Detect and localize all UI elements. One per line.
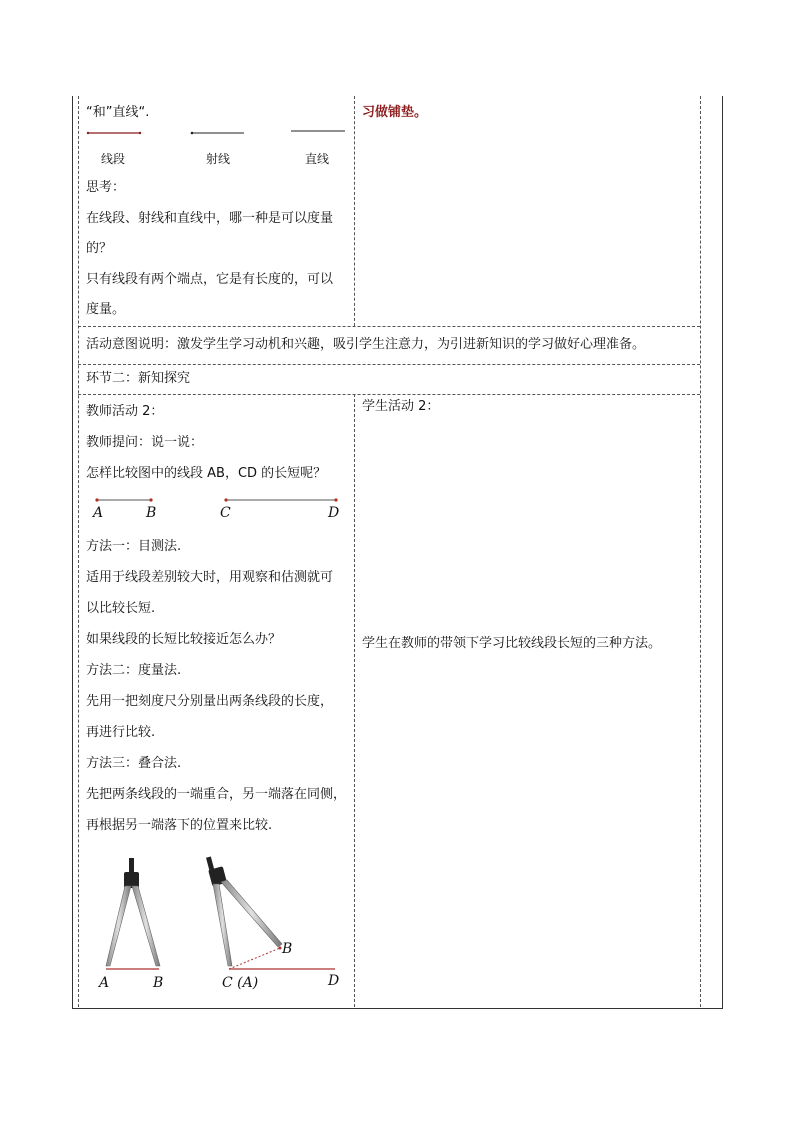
compass-label-b2: B bbox=[282, 941, 293, 957]
teacher-ask: 教师提问：说一说： bbox=[86, 435, 204, 450]
label-b: B bbox=[146, 505, 157, 521]
compass-right-icon bbox=[206, 856, 282, 966]
label-d: D bbox=[328, 505, 340, 521]
compass-label-d: D bbox=[328, 973, 340, 989]
text-line-he: “和”直线“. bbox=[86, 105, 150, 120]
note-text: 习做铺垫。 bbox=[362, 105, 428, 120]
method-3-desc-2: 再根据另一端落下的位置来比较. bbox=[86, 818, 273, 833]
section-title: 环节二：新知探究 bbox=[86, 371, 191, 386]
method-1-desc-1: 适用于线段差别较大时，用观察和估测就可 bbox=[86, 570, 334, 585]
label-line: 直线 bbox=[305, 152, 330, 166]
method-2-desc-1: 先用一把刻度尺分别量出两条线段的长度， bbox=[86, 694, 334, 709]
method-2-desc-2: 再进行比较. bbox=[86, 725, 156, 740]
teacher-question: 怎样比较图中的线段 AB，CD 的长短呢？ bbox=[86, 466, 327, 481]
compass-label-a: A bbox=[99, 975, 110, 991]
student-activity-text: 学生在教师的带领下学习比较线段长短的三种方法。 bbox=[362, 636, 662, 651]
compass-label-b: B bbox=[153, 975, 164, 991]
activity-intent: 活动意图说明：激发学生学习动机和兴趣，吸引学生注意力，为引进新知识的学习做好心理准备。 bbox=[86, 337, 646, 352]
method-3-title: 方法三：叠合法. bbox=[86, 756, 182, 771]
question-line-1: 在线段、射线和直线中，哪一种是可以度量 bbox=[86, 211, 334, 226]
compass-label-ca: C (A) bbox=[222, 975, 259, 991]
answer-line-2: 度量。 bbox=[86, 302, 126, 317]
compass-left-icon bbox=[106, 858, 160, 966]
label-ray: 射线 bbox=[206, 152, 231, 166]
method-1-title: 方法一：目测法. bbox=[86, 539, 182, 554]
dashed-arc-ab bbox=[229, 948, 280, 969]
question-line-2: 的？ bbox=[86, 241, 113, 256]
label-segment: 线段 bbox=[101, 152, 126, 166]
method-2-title: 方法二：度量法. bbox=[86, 663, 182, 678]
teacher-activity-title: 教师活动 2： bbox=[86, 404, 164, 419]
student-activity-title: 学生活动 2： bbox=[362, 399, 440, 414]
answer-line-1: 只有线段有两个端点，它是有长度的，可以 bbox=[86, 272, 334, 287]
method-1-desc-2: 以比较长短. bbox=[86, 601, 156, 616]
method-3-desc-1: 先把两条线段的一端重合，另一端落在同侧， bbox=[86, 787, 347, 802]
label-a: A bbox=[93, 505, 104, 521]
close-length-question: 如果线段的长短比较接近怎么办？ bbox=[86, 632, 282, 647]
label-c: C bbox=[220, 505, 231, 521]
think-label: 思考： bbox=[86, 180, 126, 195]
